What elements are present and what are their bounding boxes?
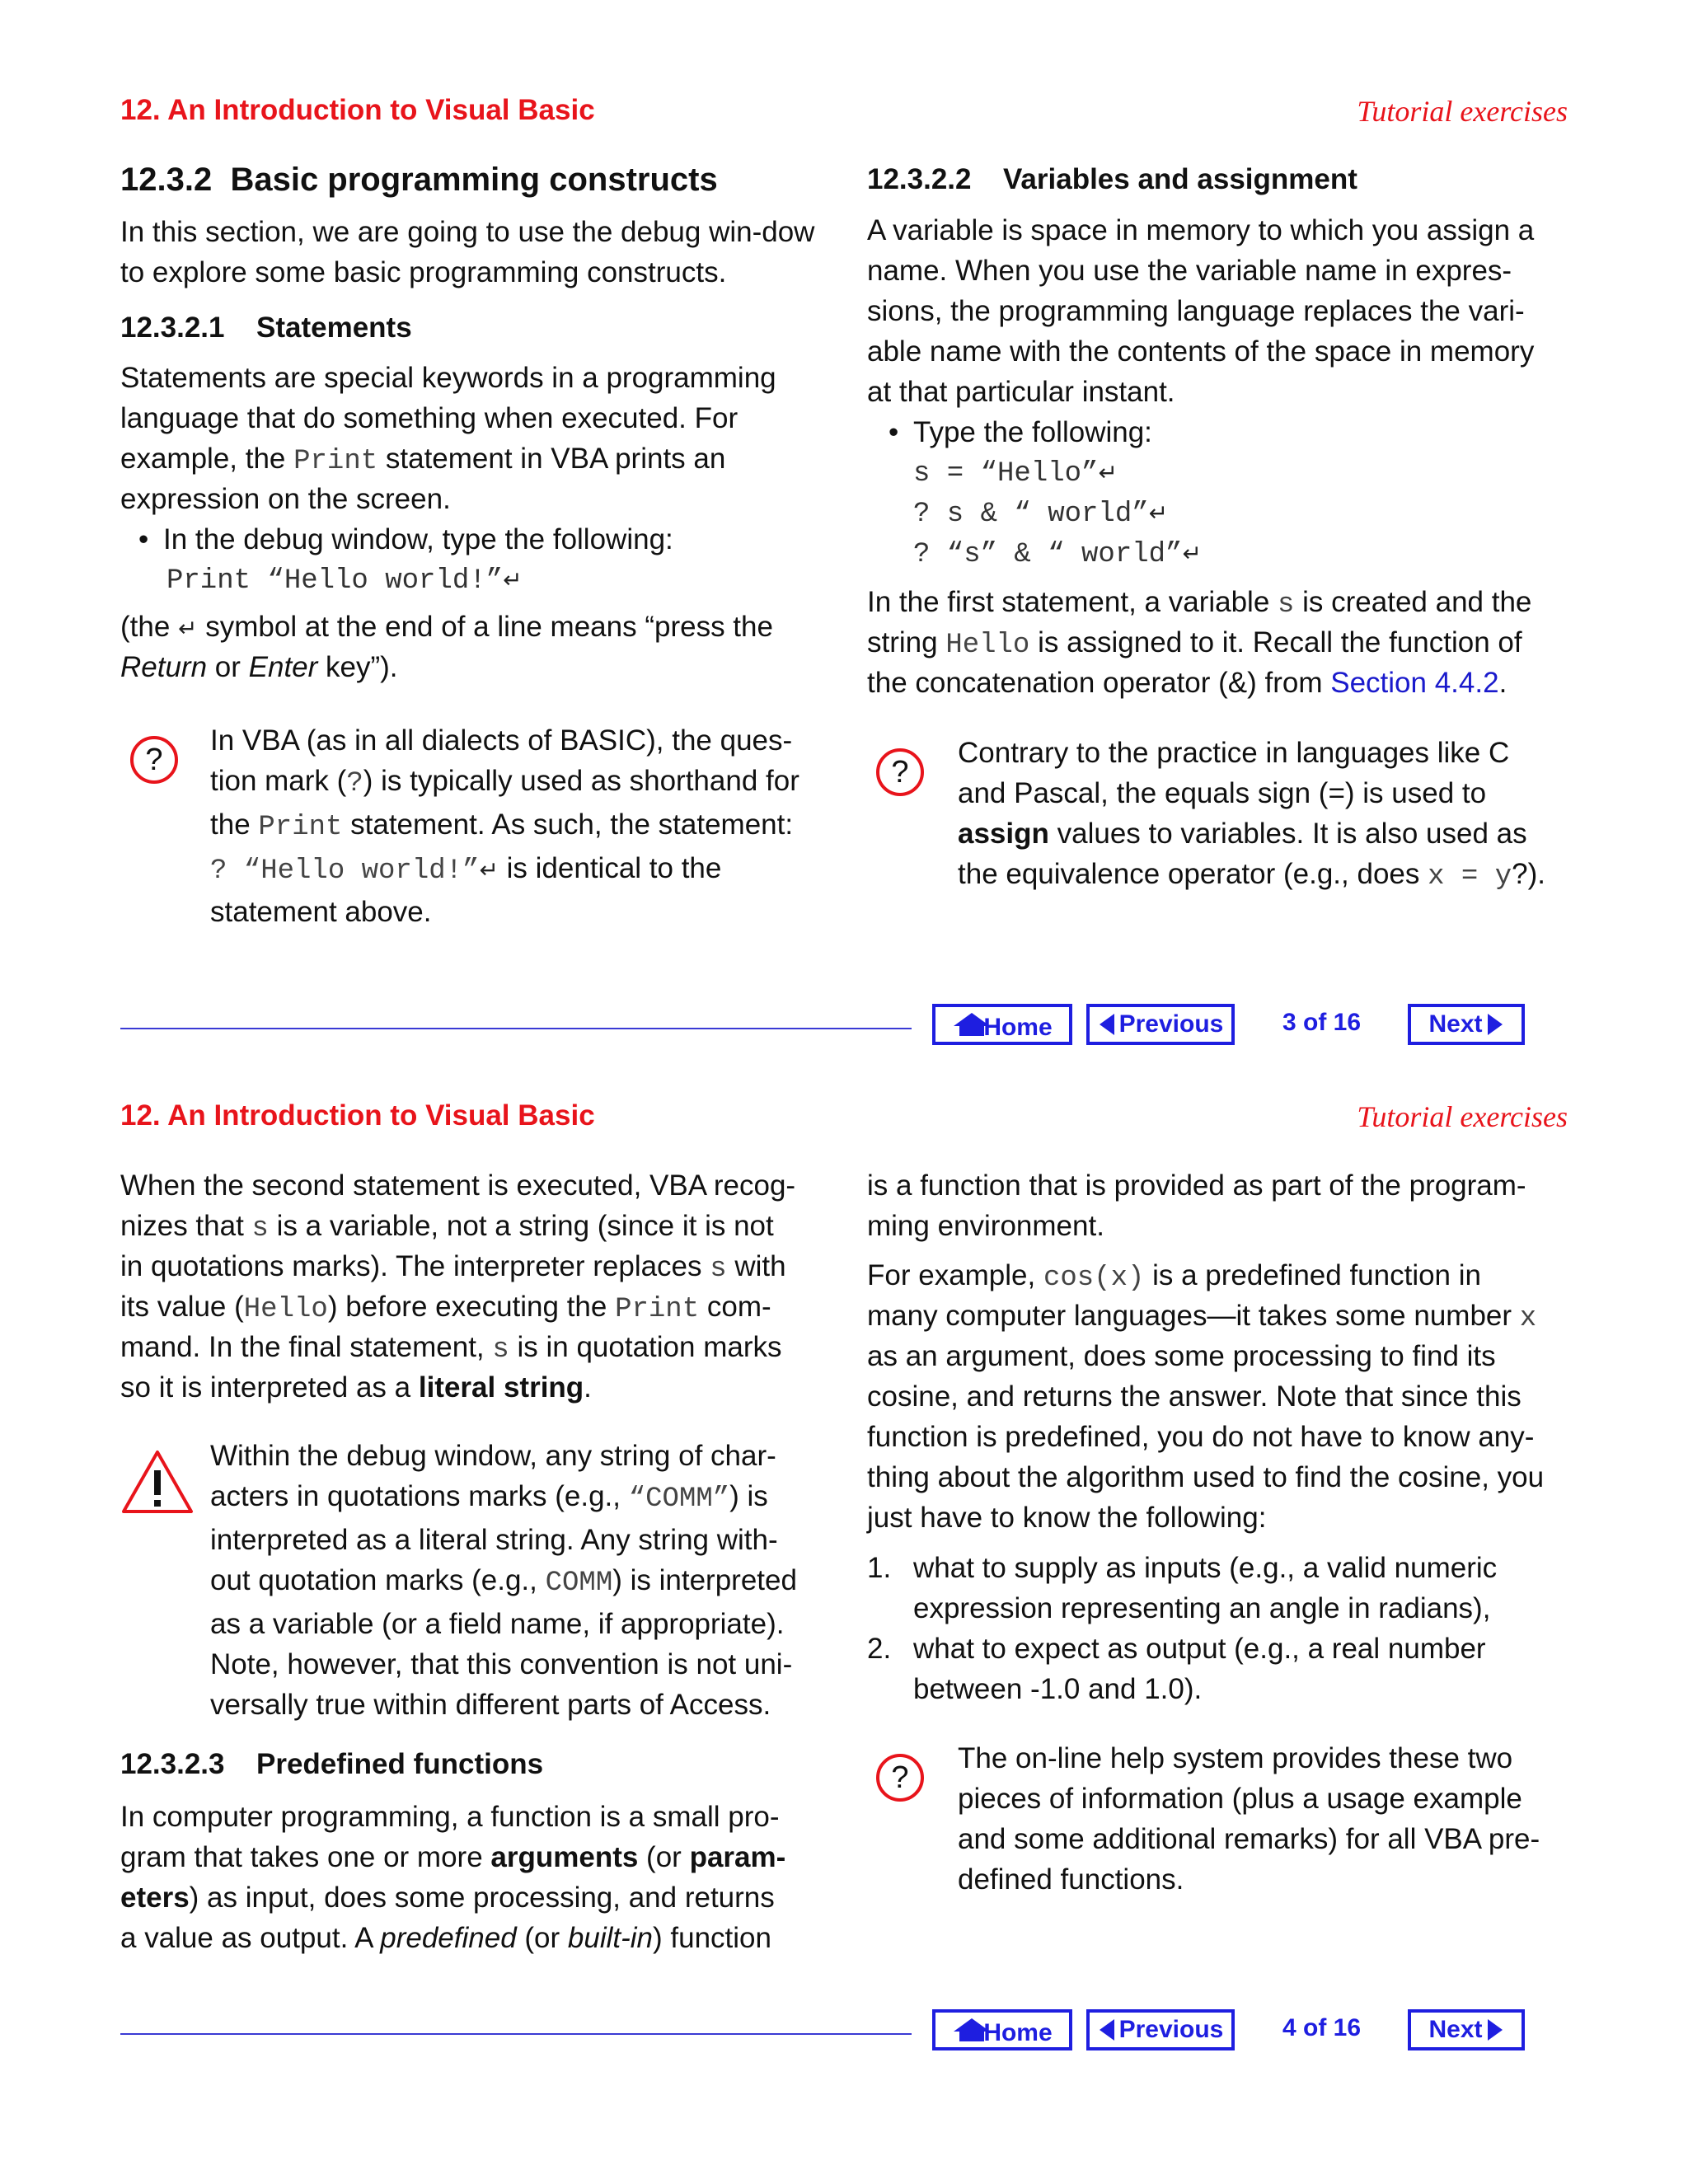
p1-line-6: so it is interpreted as a literal string. <box>120 1371 592 1404</box>
section-4-4-2-link[interactable]: Section 4.4.2 <box>1330 667 1499 699</box>
statements-line-3: example, the Print statement in VBA prints an <box>120 443 726 477</box>
bullet-debug: • In the debug window, type the following: <box>138 523 673 555</box>
statements-line-4: expression on the screen. <box>120 483 451 515</box>
statements-heading <box>120 307 412 348</box>
section-header: Tutorial exercises <box>1357 95 1568 128</box>
return-arrow-icon: ↵ <box>178 615 198 642</box>
home-button[interactable]: Home <box>932 2009 1072 2050</box>
warning-triangle-icon <box>120 1449 195 1515</box>
subsection-number: 12.3.2.3 <box>120 1748 225 1780</box>
next-button[interactable]: Next <box>1408 1004 1525 1045</box>
page-4 <box>0 1004 1688 2046</box>
list-item: 1. what to supply as inputs (e.g., a valid numeric expression representing an angle in radians), <box>867 1552 1498 1624</box>
note-assignment: Contrary to the practice in languages like C and Pascal, the equals sign (=) is used to assign values to variables. It is also used as the equivalence operator (e.g., does x = y?). <box>958 737 1545 893</box>
chapter-header: 12. An Introduction to Visual Basic <box>120 94 595 126</box>
r2-line-2: many computer languages—it takes some number x <box>867 1300 1537 1334</box>
subsection-title: Variables and assignment <box>1003 163 1357 195</box>
subsection-title: Predefined functions <box>256 1748 544 1780</box>
note-question-mark: In VBA (as in all dialects of BASIC), the ques- tion mark (?) is typically used as shorthand for the Print statement. As such, the statement: ? “Hello world!”↵ is identical to the statement above. <box>210 724 799 928</box>
code-line-2: ? s & “ world”↵ <box>913 499 1169 530</box>
home-button[interactable]: Home <box>932 1004 1072 1045</box>
page-number: 4 of 16 <box>1282 2014 1362 2041</box>
var-p2-line-2: string Hello is assigned to it. Recall the function of <box>867 626 1522 661</box>
subsection-number: 12.3.2.1 <box>120 312 225 344</box>
intro-paragraph: In this section, we are going to use the debug win-dow to explore some basic programming constructs. <box>120 216 815 288</box>
pf-line-2: gram that takes one or more arguments (or param- <box>120 1841 786 1873</box>
nav-rule <box>120 2033 912 2035</box>
code-line-3: ? “s” & “ world”↵ <box>913 539 1202 570</box>
question-circle-icon <box>875 1753 925 1802</box>
section-title: Basic programming constructs <box>230 162 718 198</box>
p1-line-2: nizes that s is a variable, not a string (since it is not <box>120 1210 774 1244</box>
code-line-1: s = “Hello”↵ <box>913 458 1118 490</box>
bullet-type: • Type the following: <box>889 416 1152 448</box>
p1-line-5: mand. In the final statement, s is in quotation marks <box>120 1331 782 1366</box>
var-p2-line-1: In the first statement, a variable s is created and the <box>867 586 1532 621</box>
return-arrow-icon: ↵ <box>1148 499 1169 527</box>
pf-line-3: eters) as input, does some processing, and returns <box>120 1882 775 1914</box>
var-line-5: at that particular instant. <box>867 376 1175 408</box>
statements-line-2: language that do something when executed. For <box>120 402 738 434</box>
svg-text:?: ? <box>891 755 909 790</box>
page-3 <box>0 0 1688 1041</box>
p1-line-3: in quotations marks). The interpreter replaces s with <box>120 1250 786 1285</box>
var-line-2: name. When you use the variable name in expres- <box>867 255 1512 287</box>
r2-line-4: cosine, and returns the answer. Note that since this <box>867 1380 1522 1413</box>
return-arrow-icon: ↵ <box>1098 459 1118 486</box>
previous-button[interactable]: Previous <box>1086 2009 1235 2050</box>
var-line-3: sions, the programming language replaces the vari- <box>867 295 1525 327</box>
question-circle-icon <box>129 735 179 785</box>
p1-line-4: its value (Hello) before executing the Print com- <box>120 1291 771 1325</box>
r1-line-2: ming environment. <box>867 1210 1104 1242</box>
pf-line-1: In computer programming, a function is a small pro- <box>120 1801 780 1833</box>
r2-line-6: thing about the algorithm used to find the cosine, you <box>867 1461 1545 1493</box>
r1-line-1: is a function that is provided as part of the program- <box>867 1169 1526 1202</box>
return-line-2: Return or Enter key”). <box>120 651 398 683</box>
predefined-heading <box>120 1744 543 1784</box>
list-item: 2. what to expect as output (e.g., a real number between -1.0 and 1.0). <box>867 1633 1486 1705</box>
var-line-1: A variable is space in memory to which you assign a <box>867 214 1535 246</box>
var-p2-line-3: the concatenation operator (&) from Section 4.4.2. <box>867 667 1507 699</box>
return-arrow-icon: ↵ <box>1182 540 1202 567</box>
code-print: Print “Hello world!”↵ <box>166 565 523 597</box>
r2-line-1: For example, cos(x) is a predefined function in <box>867 1259 1481 1294</box>
var-line-4: able name with the contents of the space in memory <box>867 335 1535 368</box>
p1-line-1: When the second statement is executed, VBA recog- <box>120 1169 796 1202</box>
page-number: 3 of 16 <box>1282 1009 1362 1036</box>
question-circle-icon <box>875 748 925 797</box>
statements-line-1: Statements are special keywords in a programming <box>120 362 776 394</box>
pf-line-4: a value as output. A predefined (or built-in) function <box>120 1922 771 1954</box>
next-button[interactable]: Next <box>1408 2009 1525 2050</box>
r2-line-3: as an argument, does some processing to find its <box>867 1340 1496 1372</box>
section-header: Tutorial exercises <box>1357 1100 1568 1133</box>
svg-text:?: ? <box>891 1760 909 1795</box>
variables-heading <box>867 159 1357 199</box>
return-line-1: (the ↵ symbol at the end of a line means “press the <box>120 611 773 643</box>
left-triangle-icon <box>1098 2018 1116 2042</box>
previous-button[interactable]: Previous <box>1086 1004 1235 1045</box>
return-arrow-icon: ↵ <box>503 566 523 593</box>
r2-line-5: function is predefined, you do not have to know any- <box>867 1421 1535 1453</box>
note-help-system: The on-line help system provides these two pieces of information (plus a usage example and some additional remarks) for all VBA pre- defined functions. <box>958 1742 1540 1896</box>
subsection-title: Statements <box>256 312 412 344</box>
subsection-number: 12.3.2.2 <box>867 163 972 195</box>
r2-line-7: just have to know the following: <box>867 1502 1267 1534</box>
section-number: 12.3.2 <box>120 162 213 198</box>
return-arrow-icon: ↵ <box>479 856 499 883</box>
section-heading <box>120 159 718 200</box>
chapter-header: 12. An Introduction to Visual Basic <box>120 1099 595 1132</box>
right-triangle-icon <box>1486 2018 1504 2042</box>
svg-text:?: ? <box>145 743 163 777</box>
warning-note: Within the debug window, any string of char- acters in quotations marks (e.g., “COMM”) is interpreted as a literal string. Any string with- out quotation marks (e.g., COMM) is interpreted as a variable (or a field name, if appropriate). Note, however, that this convention is not uni- versally true within different parts of Access. <box>210 1440 797 1721</box>
